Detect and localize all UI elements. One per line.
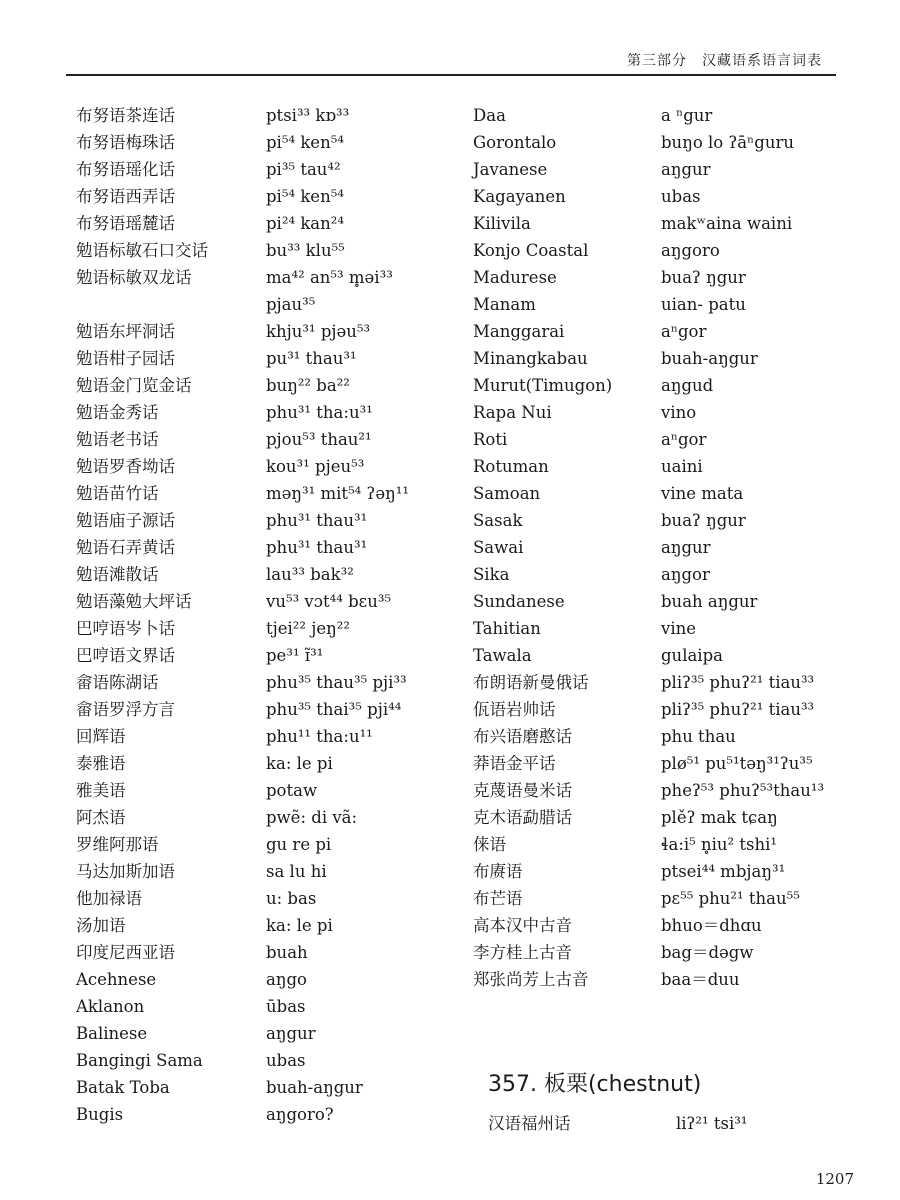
language-name: Samoan [473,484,541,503]
word-form: aⁿgor [661,322,707,341]
entry-row [473,265,824,292]
word-form: ka: le pi [266,754,333,773]
entry-row [76,535,409,562]
entry-row [76,886,409,913]
language-name: 莽语金平话 [473,754,556,773]
entry-row [473,886,824,913]
language-name: 罗维阿那语 [76,835,159,854]
word-form: aŋgor [661,565,710,584]
language-name: 马达加斯加语 [76,862,175,881]
language-name: 李方桂上古音 [473,943,572,962]
entry-row [76,697,409,724]
entry-row [76,751,409,778]
word-form: phu³¹ tha:u³¹ [266,403,373,422]
language-name: 布芒语 [473,889,523,908]
word-form: aŋgur [266,1024,316,1043]
entry-row [76,670,409,697]
entry-row [473,400,824,427]
word-form: phu thau [661,727,736,746]
entry-row [76,103,409,130]
entry-row [76,805,409,832]
language-name: 勉语柑子园话 [76,349,175,368]
word-form: vino [661,403,697,422]
word-form: vine mata [661,484,744,503]
header-rule [66,74,836,76]
word-form: pe³¹ ɪ̃³¹ [266,646,324,665]
entry-row [473,103,824,130]
language-name: 泰雅语 [76,754,126,773]
entry-row [473,778,824,805]
language-name: 克蔑语曼米话 [473,781,572,800]
language-name: 巴哼语文界话 [76,646,175,665]
language-name: Bangingi Sama [76,1051,203,1070]
language-name: Minangkabau [473,349,588,368]
word-form: ɬa:i⁵ n̥iu² tshi¹ [661,835,778,854]
language-name: 克木语勐腊话 [473,808,572,827]
language-name: Javanese [473,160,548,179]
language-name: 布努语瑶化话 [76,160,175,179]
running-header: 第三部分 汉藏语系语言词表 [627,53,822,69]
language-name: Sawai [473,538,524,557]
entry-row [473,427,824,454]
language-name: Sundanese [473,592,565,611]
entry-row [473,535,824,562]
entry-row [76,184,409,211]
word-form: aŋgud [661,376,714,395]
word-form: buaʔ ŋgur [661,511,746,530]
entry-row [473,373,824,400]
entry-row [76,454,409,481]
word-form: kou³¹ pjeu⁵³ [266,457,365,476]
entry-row [473,859,824,886]
word-form: ka: le pi [266,916,333,935]
entry-row [473,805,824,832]
entry-row [76,346,409,373]
entry-row [473,238,824,265]
language-name: 汤加语 [76,916,126,935]
entry-row [76,265,409,292]
section-entry [488,1111,747,1138]
entry-row [76,859,409,886]
word-form: pɛ⁵⁵ phu²¹ thau⁵⁵ [661,889,800,908]
word-form: aŋgo [266,970,307,989]
language-name: Kagayanen [473,187,566,206]
word-form: phu³⁵ thau³⁵ pji³³ [266,673,407,692]
word-form: pheʔ⁵³ phuʔ⁵³thau¹³ [661,781,825,800]
word-form: ubas [266,1051,306,1070]
entry-row [76,373,409,400]
language-name: 勉语藻勉大坪话 [76,592,192,611]
word-form: pjou⁵³ thau²¹ [266,430,372,449]
entry-row [473,292,824,319]
language-name: Sasak [473,511,523,530]
entry-row [76,400,409,427]
entry-row [76,940,409,967]
word-form: pliʔ³⁵ phuʔ²¹ tiau³³ [661,700,815,719]
word-form: potaw [266,781,318,800]
language-name: 勉语老书话 [76,430,159,449]
language-name: Batak Toba [76,1078,170,1097]
word-form: ma⁴² an⁵³ m̥əi³³ [266,268,393,287]
word-form: buŋo lo ʔāⁿguru [661,133,794,152]
entry-row [473,724,824,751]
entry-row [76,1102,409,1129]
word-form: aⁿgor [661,430,707,449]
language-name: Acehnese [76,970,157,989]
language-name: 勉语标敏石口交话 [76,241,208,260]
entry-row [76,319,409,346]
entry-row [473,481,824,508]
language-name: 勉语金门览金话 [76,376,192,395]
left-column [76,103,409,1129]
word-form: u: bas [266,889,317,908]
word-form: buah-aŋgur [266,1078,363,1097]
word-form: buah-aŋgur [661,349,758,368]
entry-row [473,508,824,535]
entry-row [76,238,409,265]
language-name: Sika [473,565,510,584]
language-name: Manggarai [473,322,565,341]
word-form: khju³¹ pjəu⁵³ [266,322,371,341]
word-form: liʔ²¹ tsi³¹ [676,1114,748,1133]
word-form: ptsi³³ kɒ³³ [266,106,350,125]
language-name: 布赓语 [473,862,523,881]
word-form: pu³¹ thau³¹ [266,349,357,368]
word-form: lau³³ bak³² [266,565,354,584]
language-name: Rapa Nui [473,403,552,422]
language-name: Bugis [76,1105,124,1124]
right-column [473,103,824,994]
word-form: phu³¹ thau³¹ [266,538,368,557]
entry-row [473,940,824,967]
language-name: Murut(Timugon) [473,376,613,395]
entry-row [76,832,409,859]
entry-row [473,454,824,481]
language-name: 布努语西弄话 [76,187,175,206]
entry-row [76,616,409,643]
entry-row [473,967,824,994]
word-form: buah [266,943,308,962]
entry-row [76,157,409,184]
entry-row [76,913,409,940]
word-form: a ⁿgur [661,106,713,125]
word-form: pi²⁴ kan²⁴ [266,214,345,233]
word-form: uian- patu [661,295,746,314]
word-form: pliʔ³⁵ phuʔ²¹ tiau³³ [661,673,815,692]
language-name: 巴哼语岑卜话 [76,619,175,638]
section-title: 357. 板栗(chestnut) [488,1072,702,1097]
language-name: 印度尼西亚语 [76,943,175,962]
language-name: 佤语岩帅话 [473,700,556,719]
word-form: ptsei⁴⁴ mbjaŋ³¹ [661,862,786,881]
word-form: buaʔ ŋgur [661,268,746,287]
entry-row [473,670,824,697]
word-form: plø⁵¹ pu⁵¹təŋ³¹ʔu³⁵ [661,754,813,773]
language-name: 勉语滩散话 [76,565,159,584]
word-form: pi⁵⁴ ken⁵⁴ [266,187,344,206]
language-name: 勉语标敏双龙话 [76,268,192,287]
language-name: Tahitian [473,619,541,638]
word-form: aŋgur [661,160,711,179]
entry-row [473,562,824,589]
language-name: Daa [473,106,506,125]
entry-row [76,994,409,1021]
page-number: 1207 [815,1170,854,1188]
language-name: 勉语罗香坳话 [76,457,175,476]
language-name: 布努语茶连话 [76,106,175,125]
language-name: Aklanon [76,997,145,1016]
word-form: aŋgur [661,538,711,557]
language-name: 布朗语新曼俄话 [473,673,589,692]
word-form: məŋ³¹ mit⁵⁴ ʔəŋ¹¹ [266,484,410,503]
entry-row [76,589,409,616]
entry-row [473,319,824,346]
entry-row [473,697,824,724]
language-name: 高本汉中古音 [473,916,572,935]
language-name: 阿杰语 [76,808,126,827]
language-name: Kilivila [473,214,531,233]
language-name: Gorontalo [473,133,557,152]
language-name: 畲语罗浮方言 [76,700,175,719]
entry-row [76,211,409,238]
entry-row [473,184,824,211]
language-name: Roti [473,430,508,449]
entry-row [473,157,824,184]
language-name: 勉语东坪洞话 [76,322,175,341]
word-form: ūbas [266,997,306,1016]
language-name: 俫语 [473,835,506,854]
word-form: bhuo＝dhɑu [661,916,762,935]
word-form: tjei²² jeŋ²² [266,619,350,638]
word-form: baa＝duu [661,970,740,989]
word-form: bu³³ klu⁵⁵ [266,241,345,260]
word-form: ubas [661,187,701,206]
word-form: phu³¹ thau³¹ [266,511,368,530]
entry-row [473,832,824,859]
entry-row [473,913,824,940]
language-name: Rotuman [473,457,549,476]
entry-row [76,643,409,670]
language-name: Tawala [473,646,532,665]
entry-row [473,346,824,373]
entry-row [76,481,409,508]
entry-row [76,562,409,589]
language-name: 雅美语 [76,781,126,800]
language-name: 回辉语 [76,727,126,746]
entry-row [76,967,409,994]
language-name: 郑张尚芳上古音 [473,970,589,989]
entry-row [76,508,409,535]
word-form: pwẽ: di vã: [266,808,358,827]
entry-row [473,751,824,778]
word-form: aŋgoro? [266,1105,334,1124]
entry-row [76,292,409,319]
word-form: uaini [661,457,703,476]
word-form: pi⁵⁴ ken⁵⁴ [266,133,344,152]
word-form: buŋ²² ba²² [266,376,350,395]
word-form: gu re pi [266,835,332,854]
word-form: pi³⁵ tau⁴² [266,160,341,179]
entry-row [473,643,824,670]
entry-row [76,130,409,157]
language-name: 勉语金秀话 [76,403,159,422]
word-form: phu¹¹ tha:u¹¹ [266,727,373,746]
word-form: bag＝dəgw [661,943,754,962]
entry-row [76,1075,409,1102]
language-name: Balinese [76,1024,148,1043]
language-name: 他加禄语 [76,889,142,908]
language-name: 勉语苗竹话 [76,484,159,503]
language-name: Manam [473,295,536,314]
word-form: gulaipa [661,646,723,665]
language-name: 布兴语磨憨话 [473,727,572,746]
word-form: vu⁵³ vɔt⁴⁴ bɛu³⁵ [266,592,392,611]
language-name: 勉语庙子源话 [76,511,175,530]
word-form: plěʔ mak tɕaŋ [661,808,778,827]
word-form: pjau³⁵ [266,295,316,314]
language-name: Madurese [473,268,557,287]
entry-row [76,724,409,751]
entry-row [76,778,409,805]
word-form: phu³⁵ thai³⁵ pji⁴⁴ [266,700,402,719]
word-form: vine [661,619,696,638]
language-name: 勉语石弄黄话 [76,538,175,557]
entry-row [473,130,824,157]
word-form: buah aŋgur [661,592,758,611]
language-name: 畲语陈湖话 [76,673,159,692]
language-name: 汉语福州话 [488,1114,571,1133]
entry-row [473,211,824,238]
word-form: aŋgoro [661,241,720,260]
entry-row [473,589,824,616]
entry-row [76,427,409,454]
language-name: Konjo Coastal [473,241,589,260]
word-form: sa lu hi [266,862,327,881]
word-form: makʷaina waini [661,214,793,233]
language-name: 布努语梅珠话 [76,133,175,152]
entry-row [76,1021,409,1048]
language-name: 布努语瑶麓话 [76,214,175,233]
entry-row [76,1048,409,1075]
entry-row [473,616,824,643]
